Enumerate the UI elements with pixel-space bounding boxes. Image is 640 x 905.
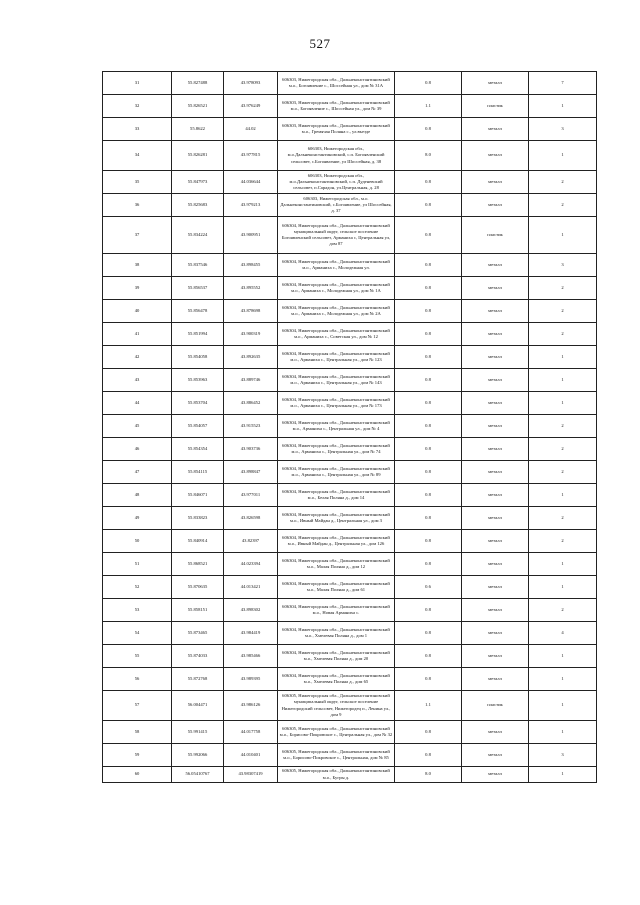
latitude-cell: 55.873465 [172,622,224,645]
material-cell: металл [462,744,529,767]
registry-table-body [103,72,597,783]
material-cell: металл [462,72,529,95]
material-cell: металл [462,622,529,645]
table-row [103,438,597,461]
latitude-cell: 55.847973 [172,171,224,194]
row-number-cell: 42 [103,346,172,369]
material-cell: металл [462,507,529,530]
latitude-cell: 55.825683 [172,194,224,217]
longitude-cell: 43.984419 [224,622,278,645]
table-row [103,346,597,369]
latitude-cell: 55.833823 [172,507,224,530]
longitude-cell: 44.036644 [224,171,278,194]
row-number-cell: 50 [103,530,172,553]
area-cell: 0.8 [395,507,462,530]
container-count-cell: 1 [529,576,597,599]
latitude-cell: 55.853963 [172,369,224,392]
row-number-cell: 52 [103,576,172,599]
material-cell: металл [462,461,529,484]
table-row [103,254,597,277]
table-row [103,507,597,530]
table-row [103,530,597,553]
material-cell: металл [462,346,529,369]
longitude-cell: 43.898847 [224,461,278,484]
latitude-cell: 55.992066 [172,744,224,767]
container-count-cell: 1 [529,346,597,369]
row-number-cell: 44 [103,392,172,415]
longitude-cell: 44.02 [224,118,278,141]
material-cell: металл [462,254,529,277]
address-cell: 606303, Нижегородская обл., Дальнеконстантиновский м.о., Богоявление с., Шоссейная ул., дом № 31А [278,72,395,95]
table-row [103,691,597,721]
longitude-cell: 43.979213 [224,194,278,217]
address-cell: 606303, Нижегородская обл., м.о.Дальнеконстантиновский, с.п. Дуденевский сельсовет, п.Сарадон, ул.Центральная, д. 28 [278,171,395,194]
address-cell: 606304, Нижегородская обл., Дальнеконстантиновский м.о., Хмелевая Поляна д., дом 1 [278,622,395,645]
latitude-cell: 55.854115 [172,461,224,484]
container-count-cell: 2 [529,300,597,323]
address-cell: 606304, Нижегородская обл., Дальнеконстантиновский м.о., Арманиха с., Центральная ул., дом № 4 [278,415,395,438]
row-number-cell: 59 [103,744,172,767]
container-count-cell: 3 [529,744,597,767]
row-number-cell: 34 [103,141,172,171]
area-cell: 0.8 [395,530,462,553]
row-number-cell: 51 [103,553,172,576]
container-count-cell: 3 [529,254,597,277]
table-row [103,194,597,217]
address-cell: 606303, Нижегородская обл., Дальнеконстантиновский м.о., Богоявление с., Шоссейная ул., дом № 39 [278,95,395,118]
longitude-cell: 43.915523 [224,415,278,438]
table-row [103,369,597,392]
address-cell: 606304, Нижегородская обл., Дальнеконстантиновский м.о., Арманиха с., Центральная ул., дом № 89 [278,461,395,484]
table-row [103,415,597,438]
area-cell: 0.8 [395,645,462,668]
longitude-cell: 43.977011 [224,484,278,507]
address-cell: 606304, Нижегородская обл., Дальнеконстантиновский м.о., Арманиха с., Молодежная ул., дом № 2А [278,300,395,323]
row-number-cell: 45 [103,415,172,438]
table-row [103,392,597,415]
address-cell: 606303, Нижегородская обл., м.о. Дальнеконстантиновский, с.Богоявление, ул Шоссейная, д. 37 [278,194,395,217]
container-count-cell: 2 [529,461,597,484]
latitude-cell: 55.8622 [172,118,224,141]
address-cell: 606304, Нижегородская обл., Дальнеконстантиновский м.о., Новая Арманиха с. [278,599,395,622]
longitude-cell: 43.977815 [224,141,278,171]
latitude-cell: 55.826281 [172,141,224,171]
row-number-cell: 48 [103,484,172,507]
container-count-cell: 1 [529,767,597,783]
container-count-cell: 1 [529,217,597,254]
row-number-cell: 35 [103,171,172,194]
latitude-cell: 55.837546 [172,254,224,277]
container-count-cell: 1 [529,141,597,171]
address-cell: 606303, Нижегородская обл., м.о.Дальнеконстантиновский, с.п. Богоявленский сельсовет, с.Богоявление, ул Шоссейная, д. 38 [278,141,395,171]
material-cell: металл [462,599,529,622]
longitude-cell: 43.903736 [224,438,278,461]
container-count-cell: 1 [529,95,597,118]
area-cell: 0.8 [395,721,462,744]
area-cell: 0.8 [395,217,462,254]
row-number-cell: 40 [103,300,172,323]
material-cell: металл [462,668,529,691]
row-number-cell: 55 [103,645,172,668]
address-cell: 606304, Нижегородская обл., Дальнеконстантиновский м.о., Ивный Майдан д., Центральная ул., дом 126 [278,530,395,553]
row-number-cell: 47 [103,461,172,484]
container-count-cell: 3 [529,118,597,141]
area-cell: 0.8 [395,171,462,194]
material-cell: металл [462,171,529,194]
longitude-cell: 43.976249 [224,95,278,118]
longitude-cell: 43.82397 [224,530,278,553]
container-count-cell: 2 [529,438,597,461]
longitude-cell: 43.986126 [224,691,278,721]
latitude-cell: 55.872768 [172,668,224,691]
area-cell: 0.8 [395,744,462,767]
longitude-cell: 43.900951 [224,217,278,254]
latitude-cell: 55.856537 [172,277,224,300]
longitude-cell: 44.017758 [224,721,278,744]
material-cell: металл [462,300,529,323]
table-row [103,553,597,576]
longitude-cell: 43.989395 [224,668,278,691]
longitude-cell: 43.878698 [224,300,278,323]
container-count-cell: 7 [529,72,597,95]
area-cell: 0.8 [395,438,462,461]
container-count-cell: 2 [529,323,597,346]
table-row [103,721,597,744]
latitude-cell: 55.854354 [172,438,224,461]
table-row [103,171,597,194]
latitude-cell: 55.851994 [172,323,224,346]
longitude-cell: 43.898302 [224,599,278,622]
table-row [103,645,597,668]
material-cell: металл [462,323,529,346]
material-cell: металл [462,530,529,553]
area-cell: 0.8 [395,277,462,300]
area-cell: 8.0 [395,141,462,171]
row-number-cell: 31 [103,72,172,95]
address-cell: 606304, Нижегородская обл., Дальнеконстантиновский м.о., Ивный Майдан д., Центральная ул., дом 3 [278,507,395,530]
table-row [103,767,597,783]
address-cell: 606305, Нижегородская обл., Дальнеконстантиновский муниципальный округ, сельское поселение Нижегородский сельсовет, Нижегородец п., Ленина ул., дом 9 [278,691,395,721]
latitude-cell: 56.05410767 [172,767,224,783]
material-cell: пластик [462,691,529,721]
area-cell: 1.1 [395,95,462,118]
row-number-cell: 56 [103,668,172,691]
page-number: 527 [309,36,331,51]
material-cell: металл [462,576,529,599]
longitude-cell: 43.98307419 [224,767,278,783]
table-row [103,576,597,599]
address-cell: 606304, Нижегородская обл., Дальнеконстантиновский м.о., Малая Поляна д., дом 12 [278,553,395,576]
address-cell: 606304, Нижегородская обл., Дальнеконстантиновский м.о., Арманиха с., Центральная ул., дом № 74 [278,438,395,461]
table-row [103,118,597,141]
area-cell: 0.8 [395,194,462,217]
area-cell: 0.8 [395,72,462,95]
material-cell: металл [462,194,529,217]
address-cell: 606304, Нижегородская обл., Дальнеконстантиновский м.о., Арманиха с., Молодежная ул. [278,254,395,277]
table-row [103,300,597,323]
row-number-cell: 32 [103,95,172,118]
longitude-cell: 44.010401 [224,744,278,767]
container-count-cell: 2 [529,171,597,194]
container-count-cell: 1 [529,392,597,415]
container-count-cell: 1 [529,369,597,392]
container-count-cell: 1 [529,721,597,744]
address-cell: 606304, Нижегородская обл., Дальнеконстантиновский м.о., Арманиха с., Центральная ул., дом № 123 [278,346,395,369]
container-count-cell: 1 [529,691,597,721]
latitude-cell: 55.874033 [172,645,224,668]
latitude-cell: 56.004471 [172,691,224,721]
table-row [103,461,597,484]
material-cell: металл [462,369,529,392]
material-cell: металл [462,277,529,300]
area-cell: 1.1 [395,691,462,721]
address-cell: 606304, Нижегородская обл., Дальнеконстантиновский м.о., Хмелевая Поляна д., дом 20 [278,645,395,668]
table-row [103,277,597,300]
area-cell: 0.8 [395,668,462,691]
container-count-cell: 1 [529,484,597,507]
material-cell: металл [462,118,529,141]
container-count-cell: 2 [529,599,597,622]
area-cell: 0.8 [395,118,462,141]
row-number-cell: 33 [103,118,172,141]
material-cell: пластик [462,95,529,118]
container-count-cell: 2 [529,415,597,438]
area-cell: 0.6 [395,576,462,599]
latitude-cell: 55.840914 [172,530,224,553]
latitude-cell: 55.870635 [172,576,224,599]
row-number-cell: 53 [103,599,172,622]
address-cell: 606304, Нижегородская обл., Дальнеконстантиновский муниципальный округ, сельское поселение Богоявленский сельсовет, Арманиха с, Центральная ул, дом 87 [278,217,395,254]
row-number-cell: 43 [103,369,172,392]
table-row [103,141,597,171]
row-number-cell: 37 [103,217,172,254]
address-cell: 606305, Нижегородская обл., Дальнеконстантиновский м.о., Бугры д. [278,767,395,783]
row-number-cell: 38 [103,254,172,277]
address-cell: 606305, Нижегородская обл., Дальнеконстантиновский м.о., Борисово-Покровское с., Центральная, дом № 85 [278,744,395,767]
longitude-cell: 43.898455 [224,254,278,277]
area-cell: 0.8 [395,415,462,438]
container-count-cell: 2 [529,507,597,530]
material-cell: металл [462,484,529,507]
row-number-cell: 46 [103,438,172,461]
table-row [103,72,597,95]
latitude-cell: 55.834224 [172,217,224,254]
material-cell: металл [462,415,529,438]
area-cell: 0.8 [395,323,462,346]
material-cell: металл [462,438,529,461]
latitude-cell: 55.854058 [172,346,224,369]
latitude-cell: 55.991415 [172,721,224,744]
longitude-cell: 43.889746 [224,369,278,392]
row-number-cell: 39 [103,277,172,300]
address-cell: 606305, Нижегородская обл., Дальнеконстантиновский м.о., Борисово-Покровское с., Центральная ул., дом № 32 [278,721,395,744]
row-number-cell: 41 [103,323,172,346]
table-row [103,668,597,691]
material-cell: пластик [462,217,529,254]
area-cell: 0.8 [395,300,462,323]
address-cell: 606304, Нижегородская обл., Дальнеконстантиновский м.о., Арманиха с., Центральная ул., дом № 173 [278,392,395,415]
row-number-cell: 60 [103,767,172,783]
longitude-cell: 44.013421 [224,576,278,599]
table-row [103,323,597,346]
container-count-cell: 4 [529,622,597,645]
container-count-cell: 2 [529,194,597,217]
material-cell: металл [462,392,529,415]
longitude-cell: 43.900319 [224,323,278,346]
latitude-cell: 55.854057 [172,415,224,438]
container-count-cell: 1 [529,645,597,668]
material-cell: металл [462,767,529,783]
material-cell: металл [462,645,529,668]
area-cell: 0.8 [395,369,462,392]
area-cell: 0.8 [395,622,462,645]
latitude-cell: 55.827488 [172,72,224,95]
address-cell: 606304, Нижегородская обл., Дальнеконстантиновский м.о., Белая Поляна д., дом 14 [278,484,395,507]
registry-table [102,71,597,783]
container-count-cell: 2 [529,530,597,553]
latitude-cell: 55.846071 [172,484,224,507]
address-cell: 606304, Нижегородская обл., Дальнеконстантиновский м.о., Арманиха с., Советская ул., дом № 12 [278,323,395,346]
table-row [103,95,597,118]
address-cell: 606304, Нижегородская обл., Дальнеконстантиновский м.о., Малая Поляна д., дом 61 [278,576,395,599]
longitude-cell: 43.978093 [224,72,278,95]
container-count-cell: 2 [529,277,597,300]
table-row [103,217,597,254]
area-cell: 0.8 [395,553,462,576]
table-row [103,744,597,767]
latitude-cell: 55.856478 [172,300,224,323]
row-number-cell: 49 [103,507,172,530]
container-count-cell: 1 [529,553,597,576]
container-count-cell: 1 [529,668,597,691]
table-row [103,622,597,645]
address-cell: 606304, Нижегородская обл., Дальнеконстантиновский м.о., Хмелевая Поляна д., дом 65 [278,668,395,691]
material-cell: металл [462,553,529,576]
material-cell: металл [462,721,529,744]
material-cell: металл [462,141,529,171]
row-number-cell: 58 [103,721,172,744]
longitude-cell: 43.895552 [224,277,278,300]
address-cell: 606304, Нижегородская обл., Дальнеконстантиновский м.о., Арманиха с., Молодежная ул., дом № 1А [278,277,395,300]
longitude-cell: 43.985466 [224,645,278,668]
area-cell: 0.8 [395,599,462,622]
table-row [103,599,597,622]
longitude-cell: 44.023394 [224,553,278,576]
area-cell: 8.0 [395,767,462,783]
longitude-cell: 43.886452 [224,392,278,415]
area-cell: 0.8 [395,392,462,415]
longitude-cell: 43.892635 [224,346,278,369]
latitude-cell: 55.826521 [172,95,224,118]
area-cell: 0.8 [395,254,462,277]
area-cell: 0.8 [395,346,462,369]
row-number-cell: 36 [103,194,172,217]
latitude-cell: 55.858151 [172,599,224,622]
area-cell: 0.8 [395,461,462,484]
longitude-cell: 43.826598 [224,507,278,530]
row-number-cell: 57 [103,691,172,721]
address-cell: 606304, Нижегородская обл., Дальнеконстантиновский м.о., Арманиха с., Центральная ул., дом № 143 [278,369,395,392]
table-row [103,484,597,507]
area-cell: 0.8 [395,484,462,507]
address-cell: 606303, Нижегородская обл., Дальнеконстантиновский м.о., Гремячая Поляна с., ул.въезде [278,118,395,141]
row-number-cell: 54 [103,622,172,645]
latitude-cell: 55.868521 [172,553,224,576]
latitude-cell: 55.853704 [172,392,224,415]
